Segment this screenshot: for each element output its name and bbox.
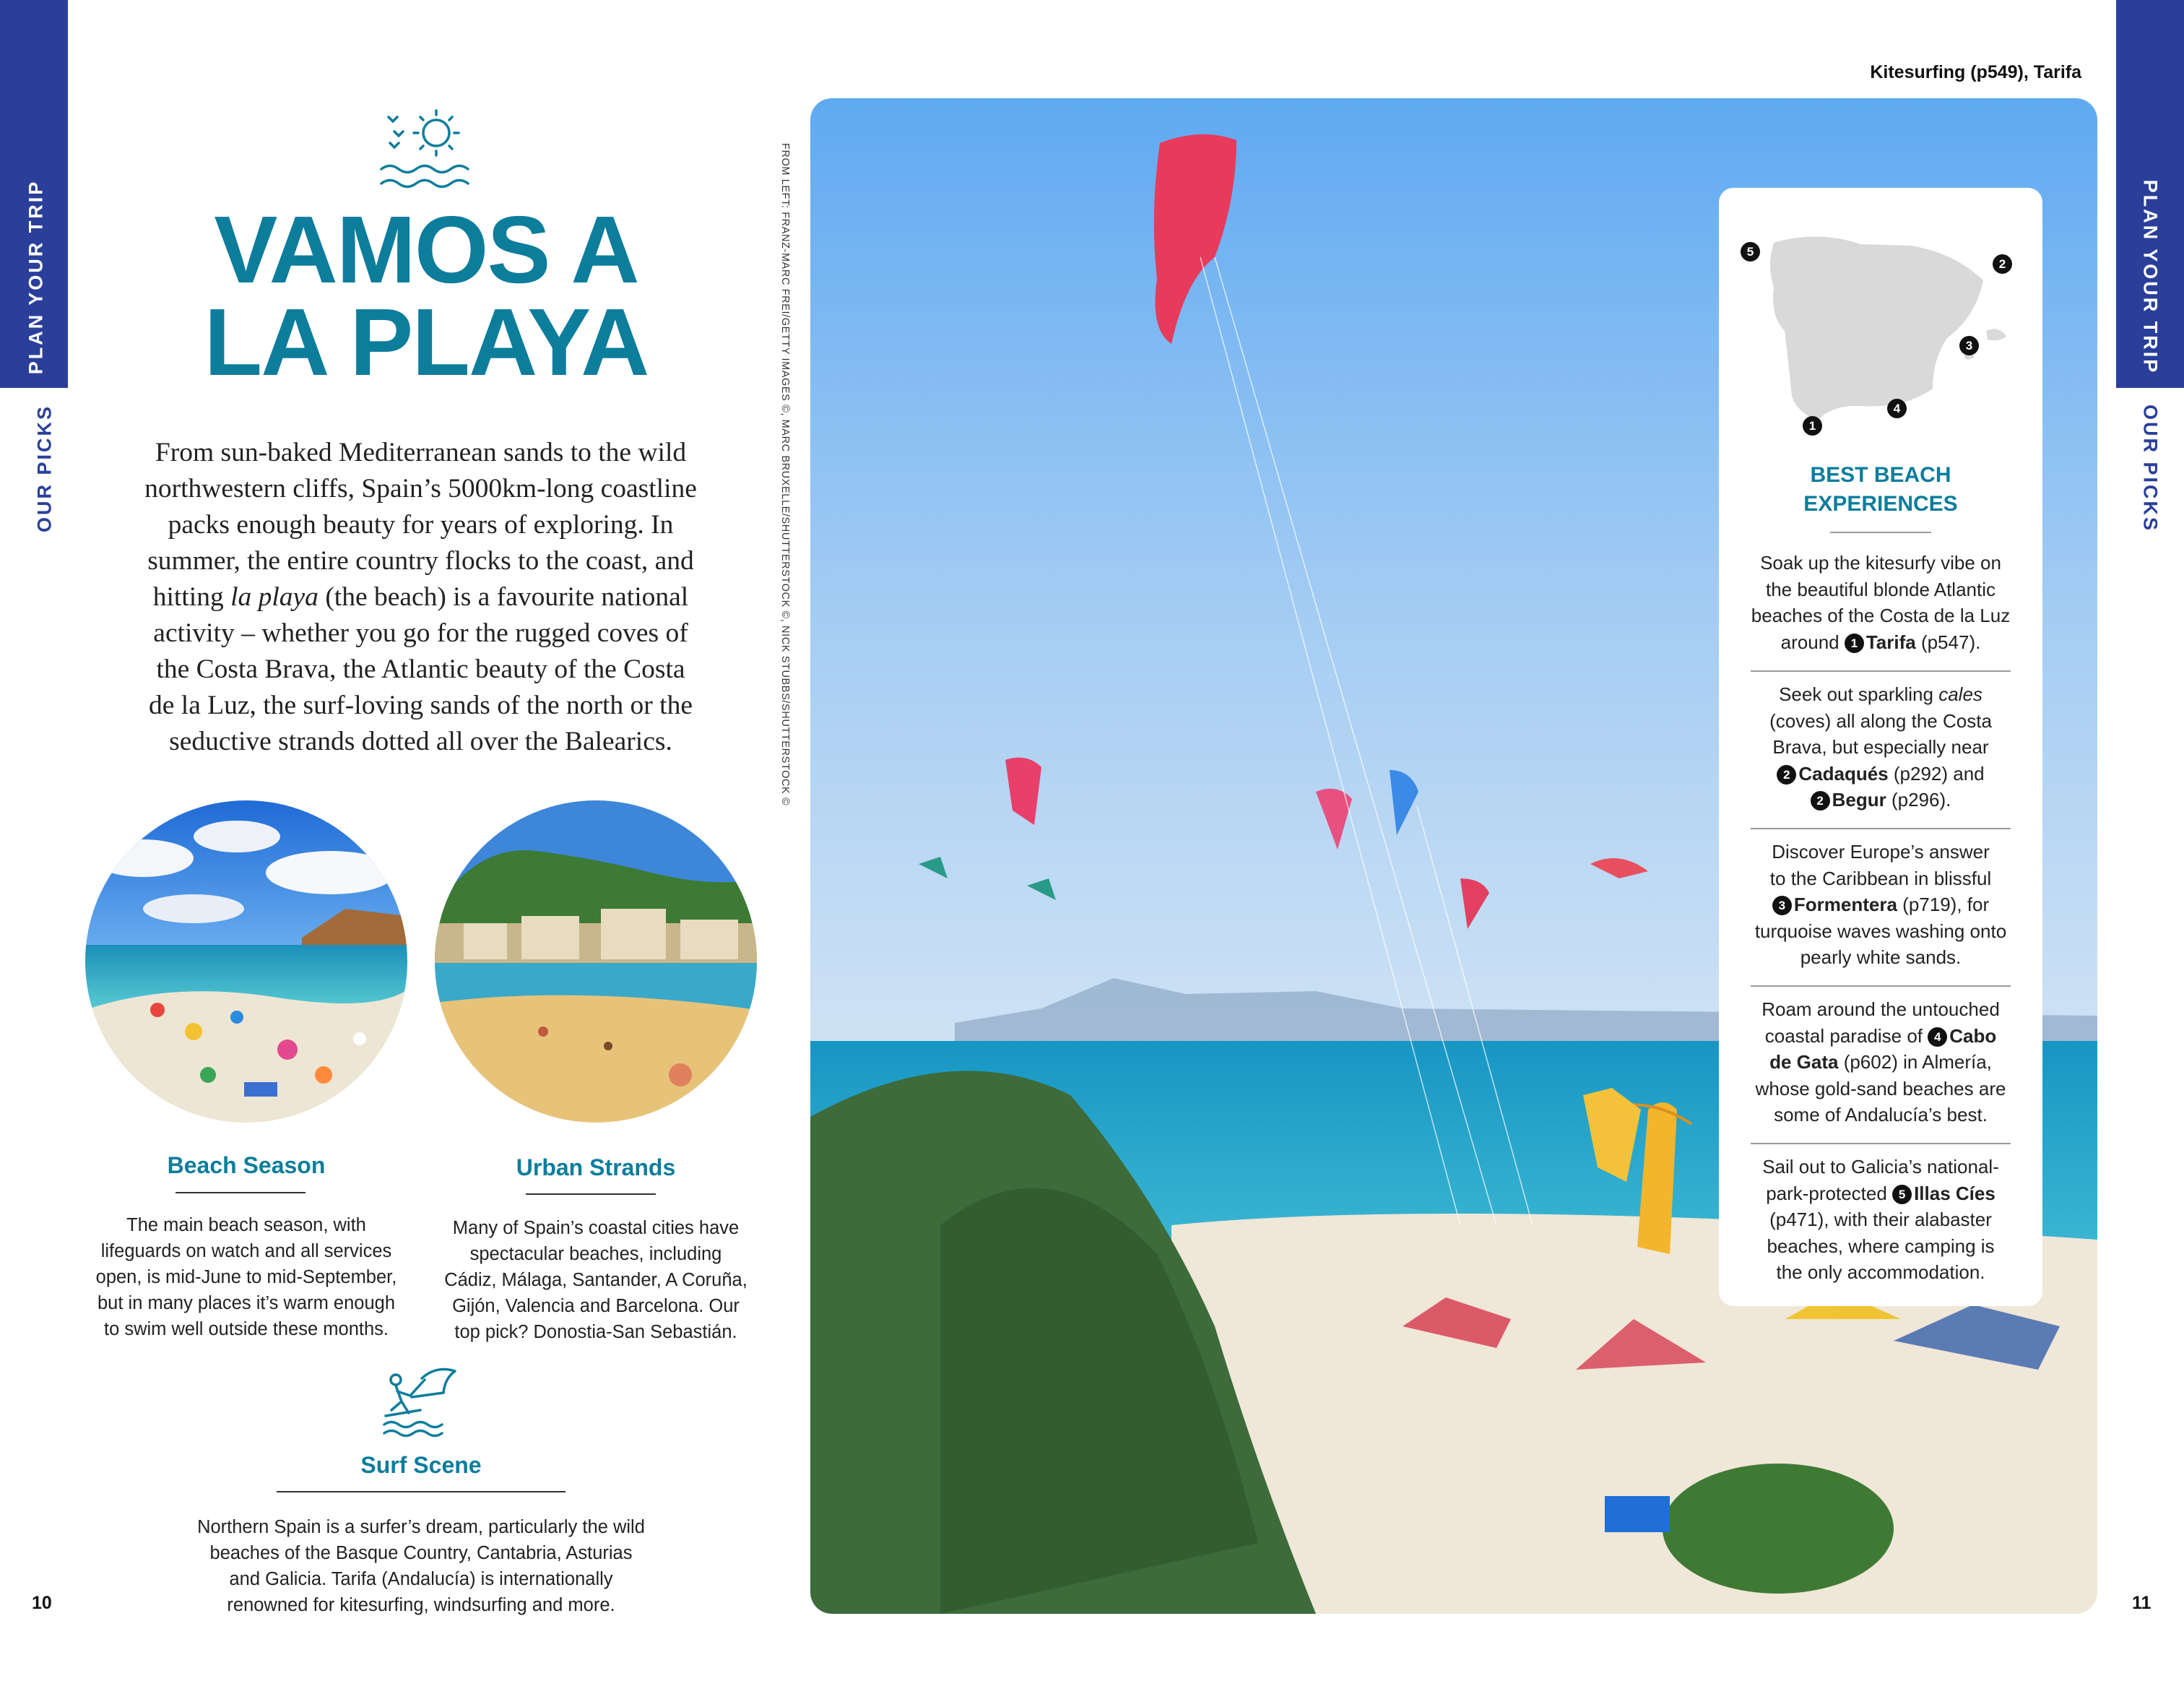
kitesurfer-icon — [381, 1364, 461, 1439]
section-tab-right — [2116, 0, 2184, 388]
card-divider — [1830, 532, 1931, 533]
number-badge: 2 — [1777, 765, 1796, 785]
experience-formentera: Discover Europe’s answer to the Caribbean in blissful 3 Formentera (p719), for turquoise waves washing onto pearly white sands. — [1754, 841, 2007, 968]
urban-strands-text: Many of Spain’s coastal cities have spectacular beaches, including Cádiz, Málaga, Santander, A Coruña, Gijón, Valencia and Barcelona. Our top pick? Donostia-San Sebastián. — [444, 1218, 748, 1342]
surf-scene-heading: Surf Scene — [360, 1452, 482, 1478]
card-divider — [1751, 985, 2011, 987]
best-beach-card — [1719, 188, 2042, 1306]
number-badge: 3 — [1772, 896, 1792, 915]
surf-scene-rule — [277, 1491, 566, 1492]
spain-map — [1752, 215, 2012, 425]
number-badge: 2 — [1811, 791, 1830, 811]
map-marker-3: 3 — [1959, 336, 1979, 355]
section-tab-label: PLAN YOUR TRIP — [25, 179, 47, 375]
photo-credit: FROM LEFT: FRANZ-MARC FREI/GETTY IMAGES ©, MARC BRUXELLE/SHUTTERSTOCK ©, NICK STUBBS/SHUTTERSTOCK © — [779, 143, 791, 806]
page-title: VAMOS A LA PLAYA — [204, 196, 649, 395]
best-beach-heading: BEST BEACH EXPERIENCES — [1803, 463, 1958, 516]
map-marker-5: 5 — [1741, 242, 1760, 262]
map-marker-2: 2 — [1993, 254, 2012, 274]
map-marker-4: 4 — [1887, 399, 1907, 418]
beach-season-text: The main beach season, with lifeguards on watch and all services open, is mid-June to mid-September, but in many places it’s warm enough to swim well outside these months. — [95, 1215, 397, 1339]
number-badge: 1 — [1845, 634, 1864, 653]
card-divider — [1751, 828, 2011, 829]
card-divider — [1751, 670, 2011, 672]
beach-season-heading: Beach Season — [167, 1152, 326, 1178]
urban-strands-heading: Urban Strands — [516, 1154, 676, 1180]
section-tab-label: PLAN YOUR TRIP — [2139, 179, 2162, 375]
page-number-right: 11 — [2132, 1593, 2152, 1613]
sun-waves-icon — [376, 107, 469, 195]
beach-season-rule — [176, 1192, 306, 1193]
surf-scene-text: Northern Spain is a surfer’s dream, particularly the wild beaches of the Basque Country, Cantabria, Asturias and Galicia. Tarifa (Andalucía) is internationally renowned for kitesurfing, windsurfing and more. — [197, 1517, 645, 1615]
experience-costa-brava: Seek out sparkling cales (coves) all along the Costa Brava, but especially near 2 Cadaqués (p292) and 2 Begur (p296). — [1769, 683, 1992, 811]
experience-cabo-de-gata: Roam around the untouched coastal paradise of 4 Cabo de Gata (p602) in Almería, whose gold-sand beaches are some of Andalucía’s best. — [1755, 998, 2006, 1125]
urban-strands-photo — [435, 800, 757, 1123]
sub-section-label: OUR PICKS — [2139, 404, 2162, 533]
photo-caption: Kitesurfing (p549), Tarifa — [1870, 62, 2081, 82]
card-divider — [1751, 1143, 2011, 1144]
sub-section-label: OUR PICKS — [33, 404, 56, 533]
intro-paragraph: From sun-baked Mediterranean sands to the wild northwestern cliffs, Spain’s 5000km-long coastline packs enough beauty for years of exploring. In summer, the entire country flocks to the coast, and hitting la playa (the beach) is a favourite national activity – whether you go for the rugged coves of the Costa Brava, the Atlantic beauty of the Costa de la Luz, the surf-loving sands of the north or the seductive strands dotted all over the Balearics. — [144, 438, 697, 756]
section-tab-left — [0, 0, 68, 388]
map-marker-1: 1 — [1803, 416, 1822, 436]
experience-tarifa: Soak up the kitesurfy vibe on the beautiful blonde Atlantic beaches of the Costa de la Luz around 1 Tarifa (p547). — [1751, 552, 2011, 653]
number-badge: 5 — [1892, 1185, 1912, 1204]
number-badge: 4 — [1928, 1027, 1947, 1047]
beach-season-photo — [85, 800, 407, 1123]
page-number-left: 10 — [32, 1593, 52, 1613]
urban-strands-rule — [526, 1193, 656, 1195]
experience-illas-cies: Sail out to Galicia’s national- park-protected 5 Illas Cíes (p471), with their alabaster beaches, where camping is the only accommodation. — [1762, 1156, 1999, 1283]
